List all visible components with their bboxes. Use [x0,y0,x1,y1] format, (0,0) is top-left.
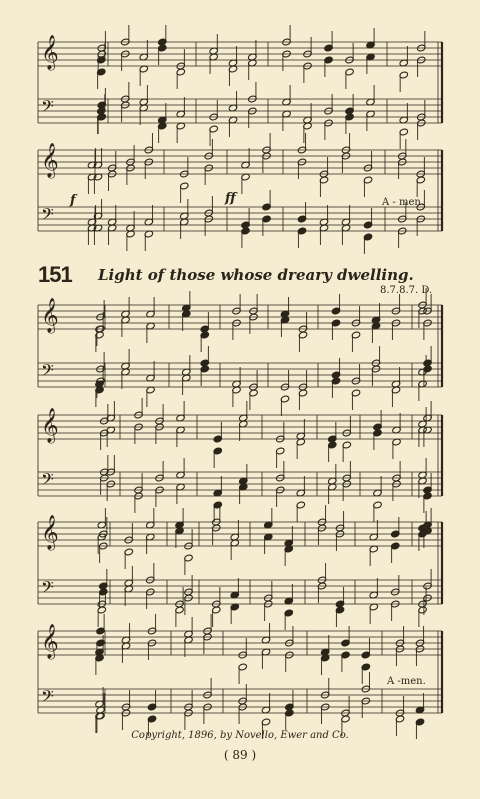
hymn-number: 151 [38,262,72,287]
treble-clef-icon: 𝄞 [41,143,59,178]
bass-clef-icon: 𝄢 [41,360,54,384]
copyright-notice: Copyright, 1896, by Novello, Ewer and Co. [131,730,349,741]
amen-lyric-bottom: A -men. [387,676,426,687]
bass-clef-icon: 𝄢 [41,686,54,710]
amen-lyric-top: A - men. [382,197,424,208]
bass-clef-icon: 𝄢 [41,204,54,228]
treble-clef-icon: 𝄞 [41,298,59,333]
dynamic-forte: f [70,193,76,208]
bass-clef-icon: 𝄢 [41,96,54,120]
treble-clef-icon: 𝄞 [41,515,59,550]
hymn-title: Light of those whose dreary dwelling. [98,266,414,284]
page-number: ( 89 ) [223,748,257,762]
bass-clef-icon: 𝄢 [41,469,54,493]
treble-clef-icon: 𝄞 [41,35,59,70]
treble-clef-icon: 𝄞 [41,408,59,443]
dynamic-fortissimo: ff [225,191,236,206]
treble-clef-icon: 𝄞 [41,624,59,659]
bass-clef-icon: 𝄢 [41,577,54,601]
hymn-meter: 8.7.8.7. D. [380,285,433,296]
